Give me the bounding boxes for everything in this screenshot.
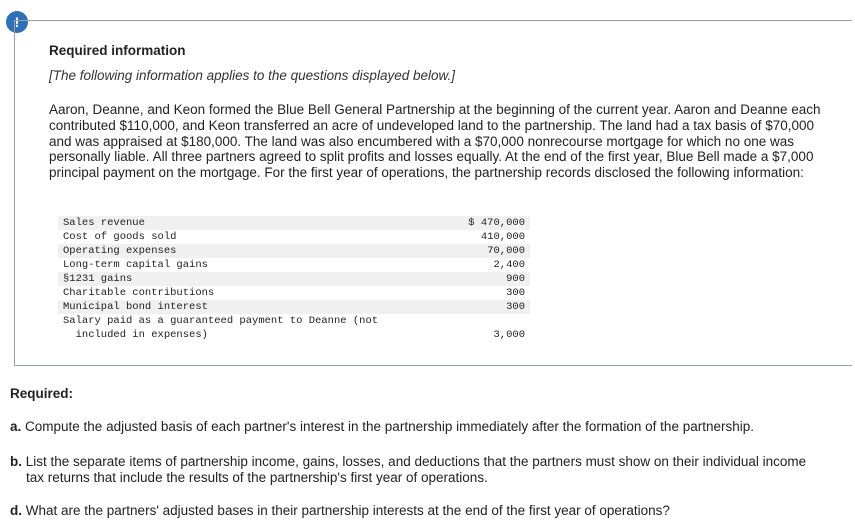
table-row <box>58 216 530 230</box>
row-label: Sales revenue <box>63 217 145 229</box>
row-value: $ 470,000 <box>468 217 525 229</box>
row-label: Salary paid as a guaranteed payment to Deanne (not included in expenses) <box>63 315 379 341</box>
row-label: Long-term capital gains <box>63 259 208 271</box>
table-row <box>58 258 530 272</box>
question-text: Compute the adjusted basis of each partner's interest in the partnership immediately after the formation of the partnership. <box>21 419 754 434</box>
table-row <box>58 244 530 258</box>
row-label: Cost of goods sold <box>63 231 177 243</box>
row-value: 410,000 <box>480 231 525 243</box>
row-label: §1231 gains <box>63 273 133 285</box>
exclamation-icon: ! <box>6 11 28 33</box>
row-value: 3,000 <box>493 329 525 341</box>
info-title: Required information <box>49 43 186 58</box>
row-value: 900 <box>506 273 525 285</box>
table-row <box>58 230 530 244</box>
info-paragraph: Aaron, Deanne, and Keon formed the Blue Bell General Partnership at the beginning of the current year. Aaron and Deanne each contributed $110,000, and Keon transferred an acre of undeveloped land to the partnership. The land had a tax basis of $70,000 and was appraised at $180,000. The land was also encumbered with a $70,000 nonrecourse mortgage for which no one was personally liable. All three partners agreed to split profits and losses equally. At the end of the first year, Blue Bell made a $7,000 principal payment on the mortgage. For the first year of operations, the partnership records disclosed the following information: <box>49 102 821 181</box>
info-note: [The following information applies to the questions displayed below.] <box>49 68 455 83</box>
question-a <box>10 419 850 435</box>
question-d <box>10 503 850 519</box>
question-text: What are the partners' adjusted bases in their partnership interests at the end of the first year of operations? <box>22 503 670 518</box>
row-value: 300 <box>506 301 525 313</box>
row-label: Operating expenses <box>63 245 177 257</box>
row-label: Municipal bond interest <box>63 301 208 313</box>
table-row <box>58 300 530 314</box>
question-text: List the separate items of partnership income, gains, losses, and deductions that the partners must show on their individual income <box>22 454 807 469</box>
financial-data-table <box>58 216 530 342</box>
question-letter: d. <box>10 503 22 518</box>
question-letter: a. <box>10 419 22 434</box>
table-row <box>58 286 530 300</box>
row-label: Charitable contributions <box>63 287 215 299</box>
row-value: 70,000 <box>487 245 525 257</box>
table-row <box>58 314 530 342</box>
question-b <box>10 454 850 486</box>
question-text-continued: tax returns that include the results of the partnership's first year of operations. <box>26 469 488 485</box>
required-heading: Required: <box>10 386 74 401</box>
question-letter: b. <box>10 454 22 469</box>
table-row <box>58 272 530 286</box>
row-value: 300 <box>506 287 525 299</box>
row-value: 2,400 <box>493 259 525 271</box>
